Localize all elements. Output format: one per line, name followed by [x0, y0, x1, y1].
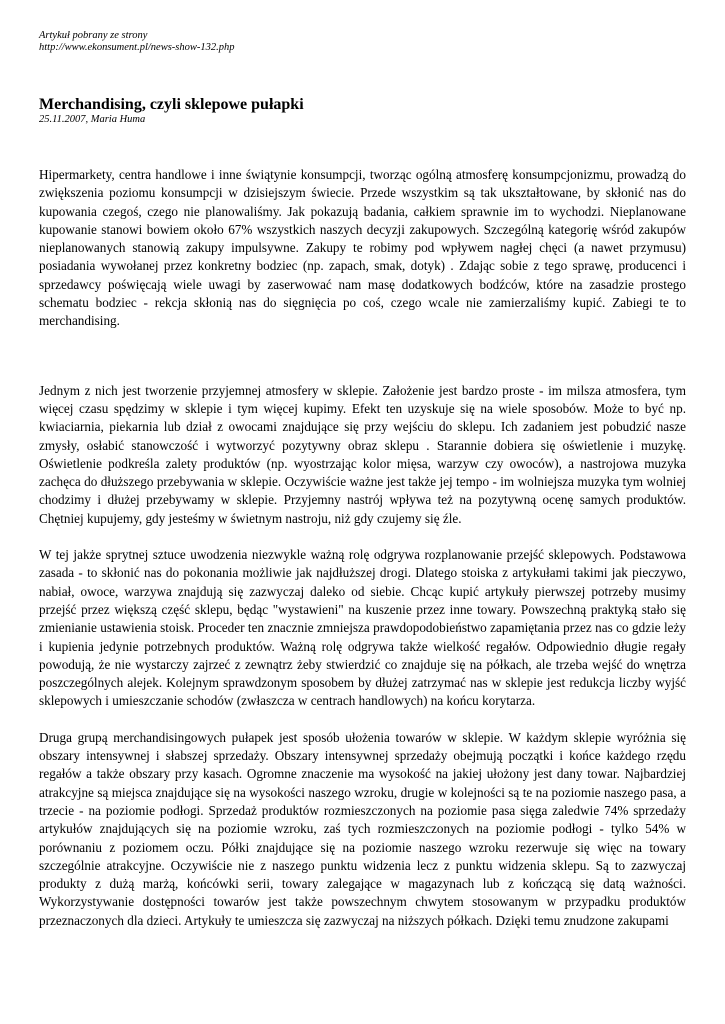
article-title: Merchandising, czyli sklepowe pułapki — [39, 96, 304, 113]
paragraph-product-placement: Druga grupą merchandisingowych pułapek jest sposób ułożenia towarów w sklepie. W każdym sklepie wyróżnia się obszary intensywnej i słabszej sprzedaży. Obszary intensywnej sprzedaży obejmują początki i końce każdego rzędu regałów a także obszary przy kasach. Ogromne znaczenie ma wysokość na jakiej ułożony jest dany towar. Najbardziej atrakcyjne są miejsca znajdujące się na wysokości naszego wzroku, drugie w kolejności są te na poziomie naszego pasa, a trzecie - na poziomie podłogi. Sprzedaż produktów rozmieszczonych na poziomie pasa sięga zaledwie 74% sprzedaży artykułów znajdujących się na poziomie wzroku, zaś tych rozmieszczonych na poziomie podłogi - tylko 54% w porównaniu z poziomem oczu. Półki znajdujące się na poziomie naszego wzroku rezerwuje się więc na towary szczególnie atrakcyjne. Oczywiście nie z naszego punktu widzenia lecz z punktu widzenia sklepu. Są to zazwyczaj produkty z dużą marżą, końcówki serii, towary zalegające w magazynach lub z kończącą się datą ważności. Wykorzystywanie dostępności towarów jest także powszechnym chwytem stosowanym w przypadku produktów przeznaczonych dla dzieci. Artykuły te umieszcza się zazwyczaj na niższych półkach. Dzięki temu znudzone zakupami — [39, 729, 686, 928]
article-date-author: 25.11.2007, Maria Huma — [39, 114, 146, 125]
paragraph-intro: Hipermarkety, centra handlowe i inne świątynie konsumpcji, tworząc ogólną atmosferę konsumpcjonizmu, prowadzą do zwiększenia poziomu konsumpcji w dzisiejszym świecie. Przede wszystkim są tak ukształtowane, by skłonić nas do kupowania czegoś, czego nie planowaliśmy. Jak pokazują badania, całkiem sprawnie im to wychodzi. Nieplanowane kupowanie stanowi bowiem około 67% wszystkich naszych decyzji zakupowych. Szczególną kategorię wśród zakupów nieplanowanych stanowią zakupy impulsywne. Zakupy te robimy pod wpływem nagłej chęci (a nawet przymusu) posiadania wywołanej przez konkretny bodziec (np. zapach, smak, dotyk) . Zdając sobie z tego sprawę, producenci i sprzedawcy poświęcają wiele uwagi by zaserwować nam masę dodatkowych bodźców, które na zasadzie prostego schematu bodziec - rekcja skłonią nas do sięgnięcia po coś, czego wcale nie zamierzaliśmy kupić. Zabiegi te to merchandising. — [39, 167, 686, 329]
document-page — [39, 30, 686, 930]
paragraph-atmosphere: Jednym z nich jest tworzenie przyjemnej atmosfery w sklepie. Założenie jest bardzo proste - im milsza atmosfera, tym więcej czasu spędzimy w sklepie i tym więcej kupimy. Efekt ten uzyskuje się na wiele sposobów. Może to być np. kwiaciarnia, piekarnia lub dział z owocami znajdujące się przy wejściu do sklepu. Ich zadaniem jest pobudzić nasze zmysły, osłabić stanowczość i wytworzyć pozytywny obraz sklepu . Starannie dobiera się oświetlenie i muzykę. Oświetlenie podkreśla zalety produktów (np. wyostrzając kolor mięsa, warzyw czy owoców), a nastrojowa muzyka zachęca do dłuższego przebywania w sklepie. Oczywiście ważne jest także jej tempo - im wolniejsza muzyka tym wolniej chodzimy i dłużej przebywamy w sklepie. Przyjemny nastrój wpływa też na pozytywną ocenę samych produktów. Chętniej kupujemy, gdy jesteśmy w świetnym nastroju, niż gdy czujemy się źle. — [39, 382, 686, 526]
paragraph-store-layout: W tej jakże sprytnej sztuce uwodzenia niezwykle ważną rolę odgrywa rozplanowanie przejść sklepowych. Podstawowa zasada - to skłonić nas do pokonania możliwie jak najdłuższej drogi. Dlatego stoiska z artykułami takimi jak pieczywo, nabiał, owoce, warzywa znajdują się zazwyczaj daleko od siebie. Chcąc kupić artykuły pierwszej potrzeby musimy przejść przez większą część sklepu, będąc "wystawieni" na kuszenie przez inne towary. Powszechną praktyką stało się zmienianie ustawienia stoisk. Proceder ten znacznie zmniejsza prawdopodobieństwo zapamiętania przez nas co gdzie leży i kupienia jedynie potrzebnych produktów. Ważną rolę odgrywa także wielkość regałów. Odpowiednio długie regały powodują, że nie wystarczy zajrzeć z zewnątrz żeby stwierdzić co znajduje się na półkach, ale trzeba wejść do wnętrza poszczególnych alejek. Kolejnym sprawdzonym sposobem by dłużej zatrzymać nas w sklepie jest redukcja liczby wyjść sklepowych i umieszczanie schodów (zwłaszcza w centrach handlowych) na końcu korytarza. — [39, 547, 686, 709]
source-label: Artykuł pobrany ze strony — [39, 30, 148, 41]
source-url: http://www.ekonsument.pl/news-show-132.php — [39, 42, 235, 53]
source-note — [39, 30, 686, 54]
